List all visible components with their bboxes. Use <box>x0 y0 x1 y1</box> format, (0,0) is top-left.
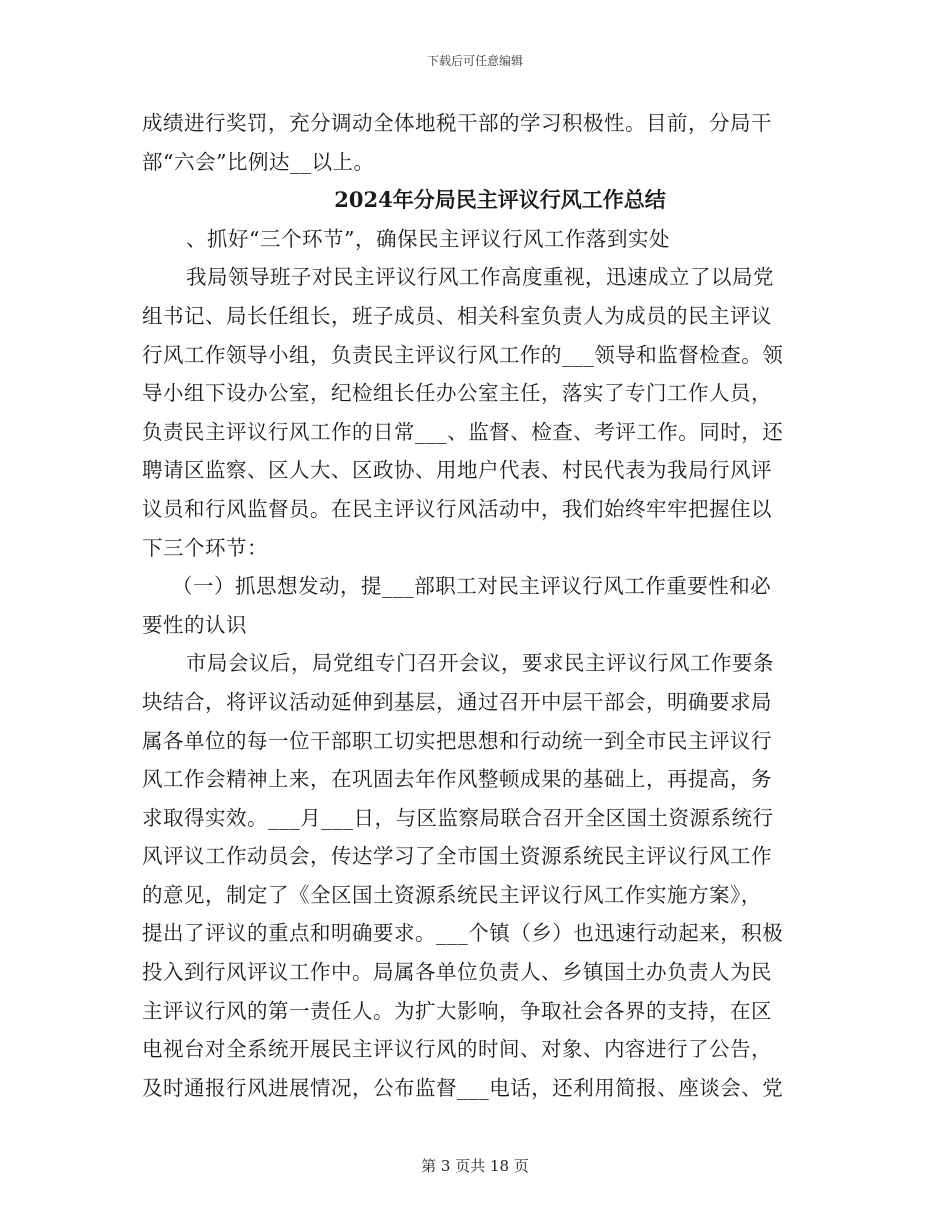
text-line: 聘请区监察、区人大、区政协、用地户代表、村民代表为我局行风评 <box>142 458 772 483</box>
text-line: 及时通报行风进展情况，公布监督___电话，还利用简报、座谈会、党 <box>142 1075 784 1100</box>
section-heading: 、抓好“三个环节”，确保民主评议行风工作落到实处 <box>186 226 670 251</box>
text-line: 行风工作领导小组，负责民主评议行风工作的___领导和监督检查。领 <box>142 342 784 367</box>
text-line: 求取得实效。___月___日，与区监察局联合召开全区国土资源系统行 <box>142 805 774 830</box>
text-line: 组书记、局长任组长，班子成员、相关科室负责人为成员的民主评议 <box>142 303 772 328</box>
document-title: 2024年分局民主评议行风工作总结 <box>334 187 666 213</box>
text-line: 要性的认识 <box>142 612 247 637</box>
text-line: 提出了评议的重点和明确要求。___个镇（乡）也迅速行动起来，积极 <box>142 921 784 946</box>
paragraph-start: 我局领导班子对民主评议行风工作高度重视，迅速成立了以局党 <box>186 265 774 290</box>
text-line: 部“六会”比例达__以上。 <box>142 149 375 174</box>
text-line: 投入到行风评议工作中。局属各单位负责人、乡镇国土办负责人为民 <box>142 960 772 985</box>
text-line: 导小组下设办公室，纪检组长任办公室主任，落实了专门工作人员， <box>142 381 772 406</box>
text-line: 块结合，将评议活动延伸到基层，通过召开中层干部会，明确要求局 <box>142 689 772 714</box>
text-line: 议员和行风监督员。在民主评议行风活动中，我们始终牢牢把握住以 <box>142 496 772 521</box>
text-line: 主评议行风的第一责任人。为扩大影响，争取社会各界的支持，在区 <box>142 998 772 1023</box>
text-line: 的意见，制定了《全区国土资源系统民主评议行风工作实施方案》， <box>142 882 762 907</box>
text-line: 电视台对全系统开展民主评议行风的时间、对象、内容进行了公告， <box>142 1037 772 1062</box>
text-line: 风工作会精神上来，在巩固去年作风整顿成果的基础上，再提高，务 <box>142 767 772 792</box>
document-body <box>142 104 818 1107</box>
text-line: 下三个环节： <box>142 535 268 560</box>
subsection-heading: （一）抓思想发动，提___部职工对民主评议行风工作重要性和必 <box>172 574 772 599</box>
text-line: 负责民主评议行风工作的日常___、监督、检查、考评工作。同时，还 <box>142 419 784 444</box>
text-line: 成绩进行奖罚，充分调动全体地税干部的学习积极性。目前，分局干 <box>142 111 772 135</box>
page-footer: 第 3 页共 18 页 <box>421 1157 529 1175</box>
text-line: 风评议工作动员会，传达学习了全市国土资源系统民主评议行风工作 <box>142 844 772 869</box>
text-line: 属各单位的每一位干部职工切实把思想和行动统一到全市民主评议行 <box>142 728 772 753</box>
paragraph-start: 市局会议后，局党组专门召开会议，要求民主评议行风工作要条 <box>186 651 774 676</box>
page-header-note: 下载后可任意编辑 <box>426 54 523 68</box>
